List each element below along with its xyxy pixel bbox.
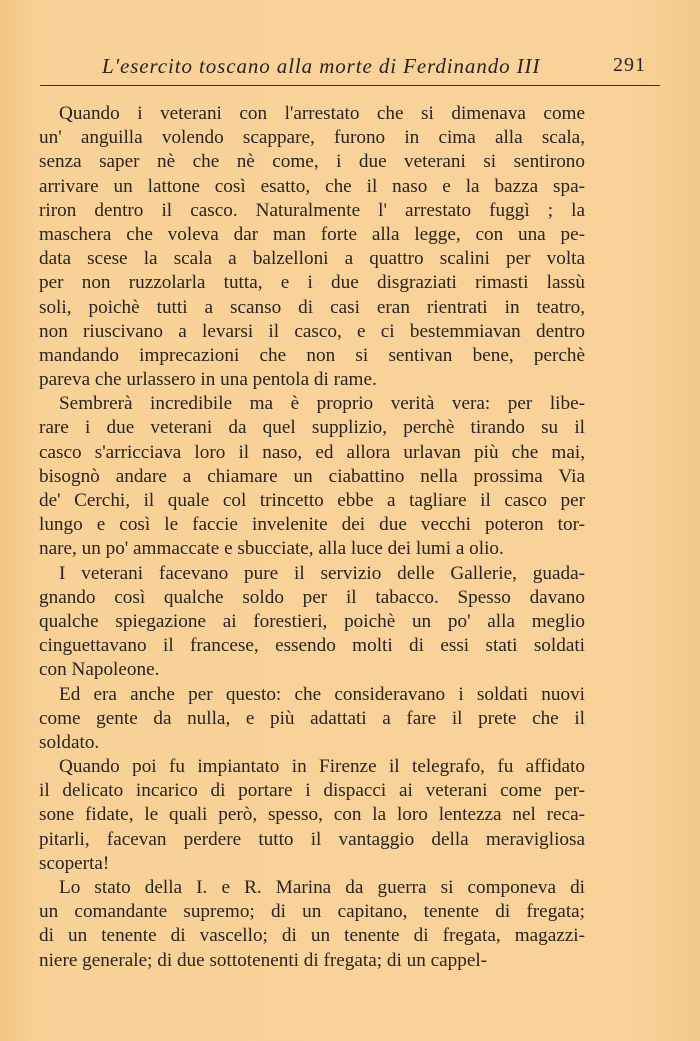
text-line: non riuscivano a levarsi il casco, e ci bestemmiavan dentro (39, 320, 585, 342)
text-line: maschera che voleva dar man forte alla legge, con una pe- (39, 223, 585, 245)
text-line: con Napoleone. (39, 659, 160, 681)
paragraph (39, 102, 585, 392)
text-line: gnando così qualche soldo per il tabacco. Spesso davano (39, 586, 585, 608)
text-line: come gente da nulla, e più adattati a fare il prete che il (39, 707, 585, 729)
page-header (40, 54, 660, 84)
text-line: nare, un po' ammaccate e sbucciate, alla luce dei lumi a olio. (39, 538, 504, 560)
text-line: arrivare un lattone così esatto, che il naso e la bazza spa- (39, 175, 585, 197)
header-rule (40, 85, 660, 86)
text-line: Lo stato della I. e R. Marina da guerra si componeva di (59, 877, 585, 898)
text-line: de' Cerchi, il quale col trincetto ebbe a tagliare il casco per (39, 490, 585, 511)
paragraph (39, 876, 585, 973)
text-line: scoperta! (39, 852, 110, 874)
text-line: mandando imprecazioni che non si sentivan bene, perchè (39, 344, 585, 366)
text-line: soldato. (39, 731, 100, 753)
paragraph (39, 755, 585, 876)
text-line: Ed era anche per questo: che consideravano i soldati nuovi (59, 683, 585, 705)
text-line: riron dentro il casco. Naturalmente l' arrestato fuggì ; la (39, 199, 585, 221)
text-line: I veterani facevano pure il servizio delle Gallerie, guada- (59, 562, 585, 584)
paragraph (39, 562, 585, 683)
text-line: pitarli, facevan perdere tutto il vantaggio della meravigliosa (39, 828, 585, 850)
text-line: data scese la scala a balzelloni a quattro scalini per volta (39, 248, 585, 270)
text-line: un' anguilla volendo scappare, furono in cima alla scala, (39, 127, 585, 149)
running-title: L'esercito toscano alla morte di Ferdinando III (102, 54, 541, 78)
text-line: rare i due veterani da quel supplizio, perchè tirando su il (39, 417, 585, 439)
text-line: qualche spiegazione ai forestieri, poichè un po' alla meglio (39, 610, 585, 632)
paragraph (39, 683, 585, 756)
text-line: Quando poi fu impiantato in Firenze il telegrafo, fu affidato (59, 756, 585, 778)
text-line: senza saper nè che nè come, i due veterani si sentirono (39, 151, 585, 173)
text-line: il delicato incarico di portare i dispacci ai veterani come per- (39, 780, 585, 802)
text-line: di un tenente di vascello; di un tenente di fregata, magazzi- (39, 925, 585, 947)
text-line: cinguettavano il francese, essendo molti di essi stati soldati (39, 635, 585, 657)
page-number: 291 (613, 54, 646, 76)
text-line: soli, poichè tutti a scanso di casi eran rientrati in teatro, (39, 296, 585, 318)
text-line: pareva che urlassero in una pentola di rame. (39, 369, 377, 391)
text-line: per non ruzzolarla tutta, e i due disgraziati rimasti lassù (39, 272, 585, 294)
text-line: niere generale; di due sottotenenti di fregata; di un cappel- (39, 949, 488, 971)
text-line: casco s'arricciava loro il naso, ed allora urlavan più che mai, (39, 441, 585, 463)
text-line: bisognò andare a chiamare un ciabattino nella prossima Via (39, 465, 585, 487)
text-line: Sembrerà incredibile ma è proprio verità vera: per libe- (59, 393, 585, 415)
text-line: un comandante supremo; di un capitano, tenente di fregata; (39, 901, 585, 923)
paragraph (39, 392, 585, 561)
text-line: Quando i veterani con l'arrestato che si dimenava come (59, 103, 585, 124)
body-text (39, 102, 585, 973)
text-line: lungo e così le faccie invelenite dei due vecchi poteron tor- (39, 514, 585, 536)
text-line: sone fidate, le quali però, spesso, con la loro lentezza nel reca- (39, 804, 585, 826)
